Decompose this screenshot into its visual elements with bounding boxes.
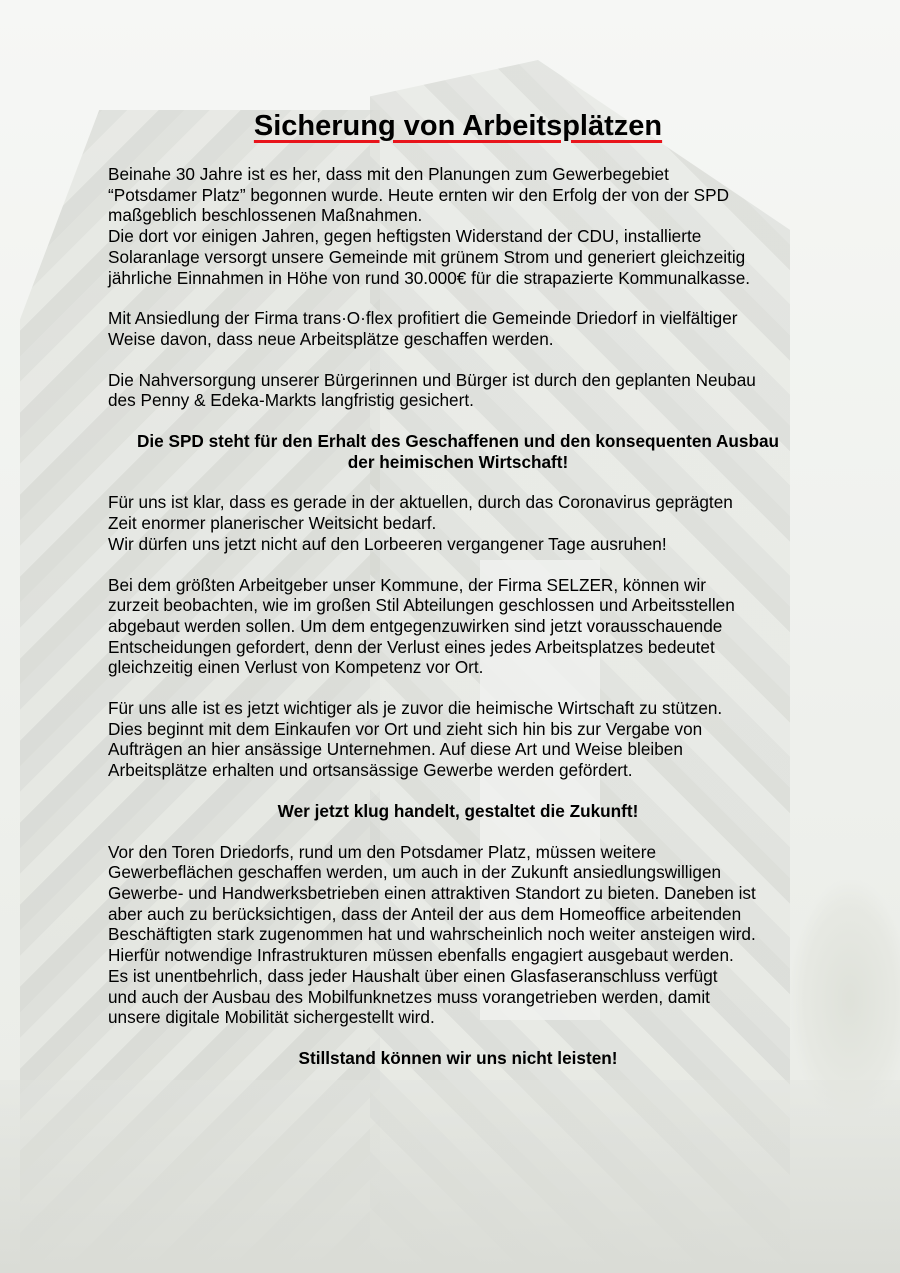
- text-line: Wir dürfen uns jetzt nicht auf den Lorbeeren vergangener Tage ausruhen!: [108, 533, 667, 554]
- text-line: Weise davon, dass neue Arbeitsplätze geschaffen werden.: [108, 328, 554, 349]
- text-line: maßgeblich beschlossenen Maßnahmen.: [108, 205, 423, 226]
- text-line: unsere digitale Mobilität sichergestellt wird.: [108, 1007, 435, 1028]
- page-title: Sicherung von Arbeitsplätzen: [253, 110, 663, 142]
- text-line: Dies beginnt mit dem Einkaufen vor Ort und zieht sich hin bis zur Vergabe von: [108, 718, 703, 739]
- text-line: Stillstand können wir uns nicht leisten!: [298, 1047, 618, 1068]
- text-line: Die dort vor einigen Jahren, gegen heftigsten Widerstand der CDU, installierte: [108, 226, 702, 247]
- text-line: Gewerbe- und Handwerksbetrieben einen attraktiven Standort zu bieten. Daneben ist: [108, 882, 756, 903]
- text-line: Beschäftigten stark zugenommen hat und wahrscheinlich noch weiter ansteigen wird.: [108, 924, 756, 945]
- text-line: Zeit enormer planerischer Weitsicht bedarf.: [108, 513, 437, 534]
- text-line: zurzeit beobachten, wie im großen Stil Abteilungen geschlossen und Arbeitsstellen: [108, 595, 735, 616]
- text-line: Mit Ansiedlung der Firma trans·O·flex profitiert die Gemeinde Driedorf in vielfältiger: [108, 308, 738, 329]
- text-line: Die Nahversorgung unserer Bürgerinnen und Bürger ist durch den geplanten Neubau: [108, 369, 756, 390]
- paragraph-coronavirus: [108, 492, 808, 554]
- paragraph-nahversorgung: [108, 370, 808, 411]
- text-line: Solaranlage versorgt unsere Gemeinde mit grünem Strom und generiert gleichzeitig: [108, 246, 746, 267]
- text-line: und auch der Ausbau des Mobilfunknetzes muss vorangetrieben werden, damit: [108, 986, 710, 1007]
- text-line: “Potsdamer Platz” begonnen wurde. Heute ernten wir den Erfolg der von der SPD: [108, 184, 729, 205]
- text-line: der heimischen Wirtschaft!: [347, 451, 569, 472]
- text-line: Entscheidungen gefordert, denn der Verlust eines jedes Arbeitsplatzes bedeutet: [108, 636, 715, 657]
- text-line: des Penny & Edeka-Markts langfristig gesichert.: [108, 390, 474, 411]
- emphasis-stillstand: [108, 1048, 808, 1069]
- paragraph-heimische-wirtschaft: [108, 698, 808, 781]
- emphasis-spd-statement: [108, 431, 808, 472]
- paragraph-transoflex: [108, 308, 808, 349]
- text-line: Aufträgen an hier ansässige Unternehmen. Auf diese Art und Weise bleiben: [108, 739, 683, 760]
- text-line: jährliche Einnahmen in Höhe von rund 30.000€ für die strapazierte Kommunalkasse.: [108, 267, 751, 288]
- text-line: Wer jetzt klug handelt, gestaltet die Zukunft!: [277, 800, 639, 821]
- text-line: Hierfür notwendige Infrastrukturen müssen ebenfalls engagiert ausgebaut werden.: [108, 945, 734, 966]
- text-line: Die SPD steht für den Erhalt des Geschaffenen und den konsequenten Ausbau: [136, 431, 780, 452]
- document-page: [108, 108, 808, 1089]
- paragraph-gewerbegebiet: [108, 164, 808, 288]
- text-line: Arbeitsplätze erhalten und ortsansässige Gewerbe werden gefördert.: [108, 760, 633, 781]
- emphasis-zukunft: [108, 801, 808, 822]
- text-line: Bei dem größten Arbeitgeber unser Kommune, der Firma SELZER, können wir: [108, 574, 707, 595]
- text-line: Gewerbeflächen geschaffen werden, um auch in der Zukunft ansiedlungswilligen: [108, 862, 722, 883]
- text-line: Für uns ist klar, dass es gerade in der aktuellen, durch das Coronavirus geprägten: [108, 492, 733, 513]
- text-line: gleichzeitig einen Verlust von Kompetenz vor Ort.: [108, 657, 484, 678]
- background-ground: [0, 1080, 900, 1273]
- text-line: Beinahe 30 Jahre ist es her, dass mit den Planungen zum Gewerbegebiet: [108, 164, 669, 184]
- text-line: Es ist unentbehrlich, dass jeder Haushalt über einen Glasfaseranschluss verfügt: [108, 965, 718, 986]
- paragraph-gewerbeflaechen: [108, 842, 808, 1028]
- text-line: Für uns alle ist es jetzt wichtiger als je zuvor die heimische Wirtschaft zu stützen.: [108, 698, 723, 719]
- text-line: Vor den Toren Driedorfs, rund um den Potsdamer Platz, müssen weitere: [108, 841, 657, 862]
- text-line: abgebaut werden sollen. Um dem entgegenzuwirken sind jetzt vorausschauende: [108, 615, 723, 636]
- text-line: aber auch zu berücksichtigen, dass der Anteil der aus dem Homeoffice arbeitenden: [108, 903, 742, 924]
- paragraph-selzer: [108, 575, 808, 679]
